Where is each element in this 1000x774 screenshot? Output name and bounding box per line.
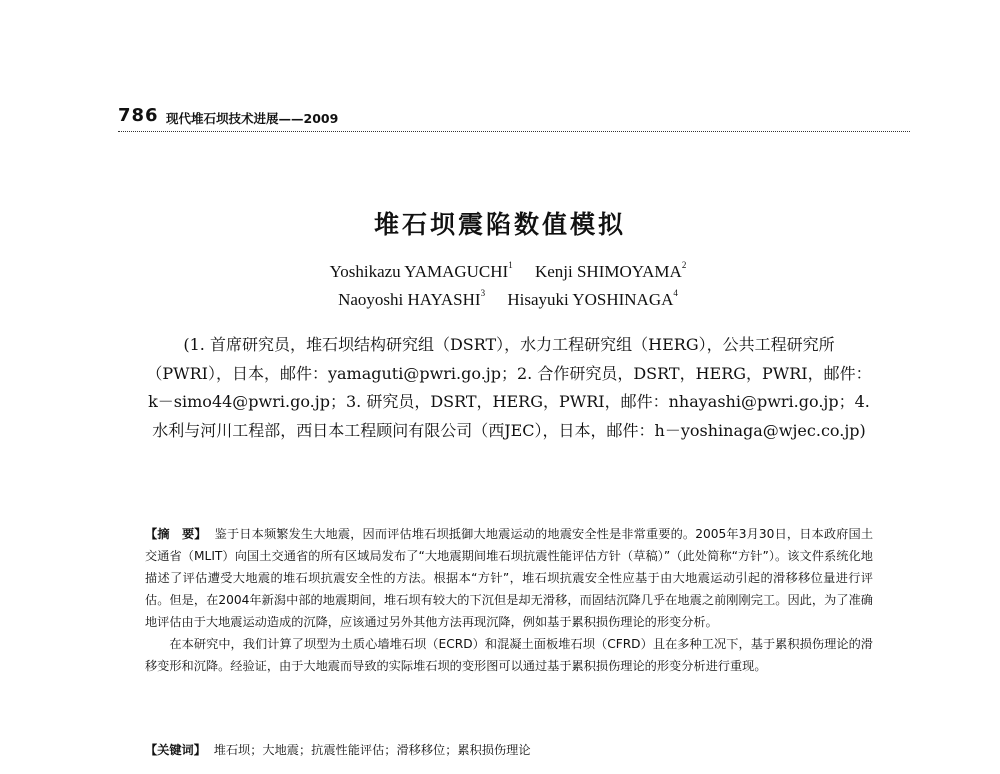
running-header bbox=[118, 103, 910, 132]
abstract-paragraph-2: 在本研究中，我们计算了坝型为土质心墙堆石坝（ECRD）和混凝土面板堆石坝（CFRD）且在多种工况下，基于累积损伤理论的滑移变形和沉降。经验证，由于大地震而导致的实际堆石坝的变形图可以通过基于累积损伤理论的形变分析进行重现。 bbox=[145, 637, 873, 673]
author-superscript: 1 bbox=[508, 260, 513, 270]
abstract-text-1: 鉴于日本频繁发生大地震，因而评估堆石坝抵御大地震运动的地震安全性是非常重要的。2005年3月30日，日本政府国土交通省（MLIT）向国土交通省的所有区域局发布了“大地震期间堆石坝抗震性能评估方针（草稿）”（此处简称“方针”）。该文件系统化地描述了评估遭受大地震的堆石坝抗震安全性的方法。根据本“方针”，堆石坝抗震安全性应基于由大地震运动引起的滑移移位量进行评估。但是，在2004年新潟中部的地震期间，堆石坝有较大的下沉但是却无滑移，而固结沉降几乎在地震之前刚刚完工。因此，为了准确地评估由于大地震运动造成的沉降，应该通过另外其他方法再现沉降，例如基于累积损伤理论的形变分析。 bbox=[145, 527, 874, 629]
author-name: Kenji SHIMOYAMA bbox=[534, 262, 682, 281]
author-superscript: 3 bbox=[480, 288, 486, 298]
author-name: Naoyoshi HAYASHI bbox=[338, 290, 481, 309]
journal-title: 现代堆石坝技术进展——2009 bbox=[166, 111, 339, 126]
author-name: Yoshikazu YAMAGUCHI bbox=[329, 262, 509, 281]
keywords-text: 堆石坝；大地震；抗震性能评估；滑移移位；累积损伤理论 bbox=[213, 743, 531, 757]
author-2 bbox=[535, 262, 686, 281]
author-line-1 bbox=[8, 262, 1000, 282]
abstract-label: 【摘 要】 bbox=[145, 527, 207, 541]
author-1 bbox=[330, 262, 513, 281]
page-number: 786 bbox=[118, 105, 159, 126]
author-4 bbox=[507, 290, 678, 309]
affiliations: (1. 首席研究员，堆石坝结构研究组（DSRT），水力工程研究组（HERG），公共工程研究所（PWRI），日本，邮件：yamaguti@pwri.go.jp；2. 合作研究员，DSRT，HERG，PWRI，邮件：k－simo44@pwri.go.jp；3. 研究员，DSRT，HERG，PWRI，邮件：nhayashi@pwri.go.jp；4. 水利与河川工程部，西日本工程顾问有限公司（西JEC），日本，邮件：h－yoshinaga@wjec.co.jp) bbox=[146, 335, 872, 440]
keywords bbox=[145, 741, 873, 758]
author-superscript: 4 bbox=[673, 288, 678, 298]
abstract-paragraph-1 bbox=[145, 523, 873, 633]
keywords-label: 【关键词】 bbox=[145, 743, 206, 757]
abstract bbox=[145, 523, 873, 677]
author-name: Hisayuki YOSHINAGA bbox=[507, 290, 674, 309]
author-superscript: 2 bbox=[681, 260, 687, 270]
author-3 bbox=[338, 290, 485, 309]
author-line-2 bbox=[8, 290, 1000, 310]
paper-title: 堆石坝震陷数值模拟 bbox=[373, 210, 626, 239]
